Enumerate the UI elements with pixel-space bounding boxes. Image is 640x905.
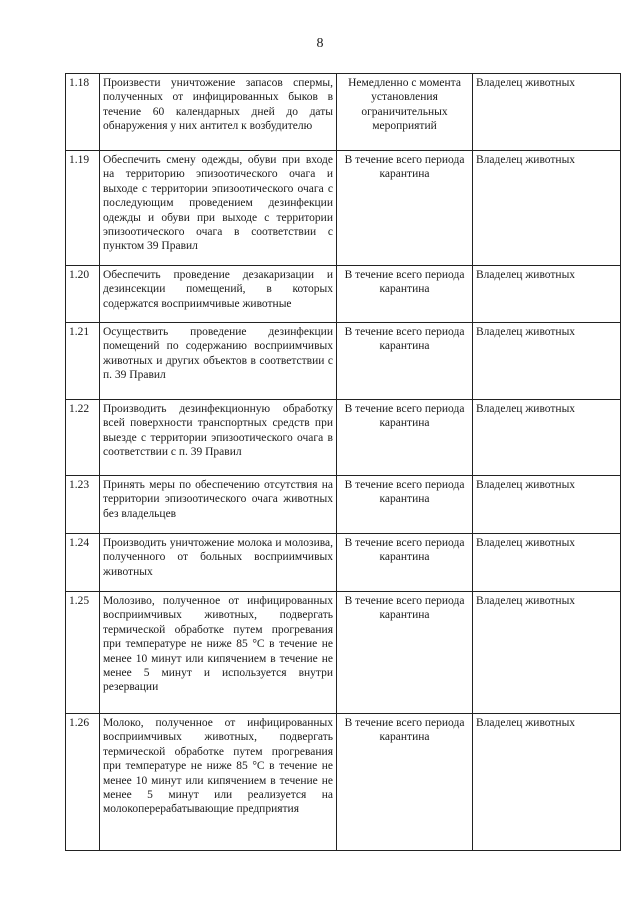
responsible-text: Владелец животных: [473, 534, 621, 592]
item-number: 1.20: [66, 266, 100, 323]
table-row: [66, 151, 621, 266]
deadline-text: Немедленно с момента установления ограничительных мероприятий: [337, 74, 473, 151]
responsible-text: Владелец животных: [473, 151, 621, 266]
table-row: [66, 266, 621, 323]
item-number: 1.22: [66, 400, 100, 476]
measures-table: [65, 73, 621, 851]
deadline-text: В течение всего периода карантина: [337, 592, 473, 714]
measure-text: Молозиво, полученное от инфицированных восприимчивых животных, подвергать термической обработке путем прогревания при температуре не ниже 85 °С в течение не менее 10 минут или кипячением в течение не менее 5 минут и используется внутри резервации: [100, 592, 337, 714]
item-number: 1.25: [66, 592, 100, 714]
deadline-text: В течение всего периода карантина: [337, 323, 473, 400]
measure-text: Произвести уничтожение запасов спермы, полученных от инфицированных быков в течение 60 календарных дней до даты обнаружения у них антител к возбудителю: [100, 74, 337, 151]
table-row: [66, 592, 621, 714]
item-number: 1.26: [66, 714, 100, 851]
item-number: 1.21: [66, 323, 100, 400]
deadline-text: В течение всего периода карантина: [337, 266, 473, 323]
responsible-text: Владелец животных: [473, 323, 621, 400]
measure-text: Молоко, полученное от инфицированных восприимчивых животных, подвергать термической обработке путем прогревания при температуре не ниже 85 °С в течение не менее 10 минут или кипячением в течение не менее 5 минут или реализуется на молокоперерабатывающие предприятия: [100, 714, 337, 851]
measure-text: Обеспечить смену одежды, обуви при входе на территорию эпизоотического очага и выходе с территории эпизоотического очага с последующим проведением дезинфекции одежды и обуви при выходе с территории эпизоотического очага в соответствии с пунктом 39 Правил: [100, 151, 337, 266]
responsible-text: Владелец животных: [473, 476, 621, 534]
item-number: 1.19: [66, 151, 100, 266]
table-row: [66, 714, 621, 851]
deadline-text: В течение всего периода карантина: [337, 534, 473, 592]
responsible-text: Владелец животных: [473, 74, 621, 151]
responsible-text: Владелец животных: [473, 714, 621, 851]
measure-text: Принять меры по обеспечению отсутствия на территории эпизоотического очага животных без владельцев: [100, 476, 337, 534]
table-row: [66, 534, 621, 592]
item-number: 1.24: [66, 534, 100, 592]
item-number: 1.18: [66, 74, 100, 151]
table-row: [66, 400, 621, 476]
table-row: [66, 323, 621, 400]
table-row: [66, 476, 621, 534]
table-row: [66, 74, 621, 151]
item-number: 1.23: [66, 476, 100, 534]
responsible-text: Владелец животных: [473, 592, 621, 714]
measure-text: Осуществить проведение дезинфекции помещений по содержанию восприимчивых животных и других объектов в соответствии с п. 39 Правил: [100, 323, 337, 400]
deadline-text: В течение всего периода карантина: [337, 476, 473, 534]
measure-text: Обеспечить проведение дезакаризации и дезинсекции помещений, в которых содержатся восприимчивые животные: [100, 266, 337, 323]
responsible-text: Владелец животных: [473, 400, 621, 476]
measure-text: Производить дезинфекционную обработку всей поверхности транспортных средств при выезде с территории эпизоотического очага в соответствии с п. 39 Правил: [100, 400, 337, 476]
responsible-text: Владелец животных: [473, 266, 621, 323]
deadline-text: В течение всего периода карантина: [337, 151, 473, 266]
measure-text: Производить уничтожение молока и молозива, полученного от больных восприимчивых животных: [100, 534, 337, 592]
page-number: 8: [316, 36, 324, 51]
deadline-text: В течение всего периода карантина: [337, 400, 473, 476]
deadline-text: В течение всего периода карантина: [337, 714, 473, 851]
